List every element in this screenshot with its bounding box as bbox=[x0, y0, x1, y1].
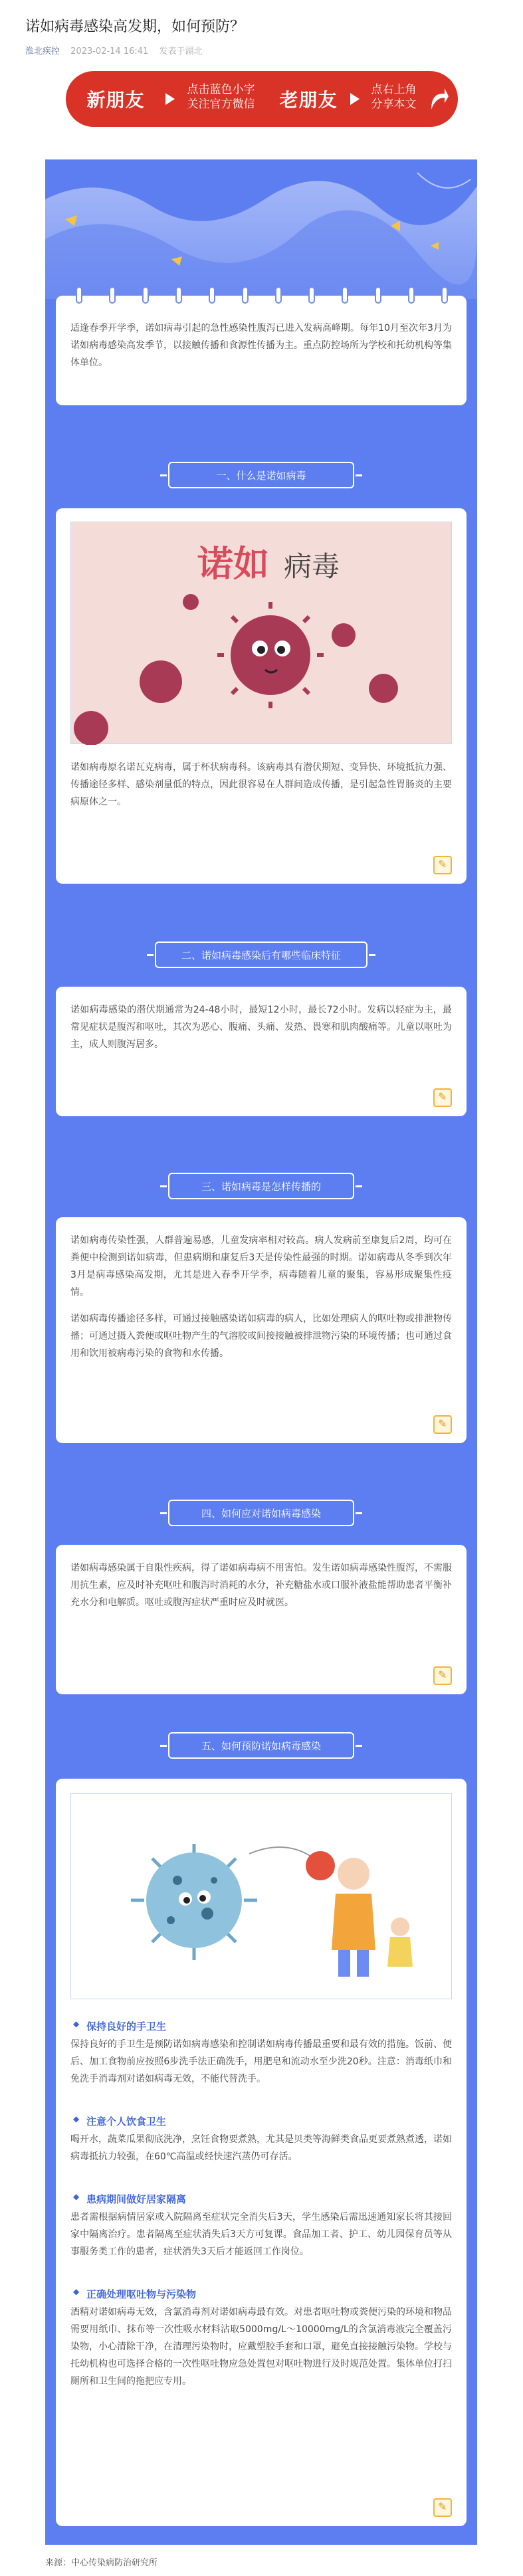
share-hint-line1: 点右上角 bbox=[371, 83, 417, 96]
norovirus-illustration bbox=[70, 522, 452, 744]
follow-hint-line2: 关注官方微信 bbox=[187, 98, 255, 111]
pencil-icon bbox=[433, 2498, 452, 2517]
image-title-sub: 病毒 bbox=[284, 550, 340, 583]
binder-ring bbox=[441, 286, 448, 304]
binder-ring bbox=[408, 286, 415, 304]
section-3-text-1: 诺如病毒传染性强，人群普遍易感，儿童发病率相对较高。病人发病前至康复后2周，均可在粪便中检测到诺如病毒，但患病期和康复后3天是传染性最强的时期。诺如病毒从冬季到次年3月是病毒感染高发期，尤其是进入春季开学季，病毒随着儿童的聚集，容易形成聚集性疫情。 bbox=[70, 1235, 452, 1298]
section-1-text: 诺如病毒原名诺瓦克病毒，属于杯状病毒科。该病毒具有潜伏期短、变异快、环境抵抗力强、传播途径多样、感染剂量低的特点，因此很容易在人群间造成传播，是引起急性胃肠炎的主要病原体之一。 bbox=[70, 762, 452, 807]
pencil-icon bbox=[433, 1666, 452, 1685]
source-link[interactable]: 淮北疾控 bbox=[25, 47, 60, 56]
tip-heading-1: ◆ 保持良好的手卫生 bbox=[70, 2019, 452, 2033]
tip-heading-3: ◆ 患病期间做好居家隔离 bbox=[70, 2192, 452, 2206]
binder-ring bbox=[375, 286, 381, 304]
section-2-text: 诺如病毒感染的潜伏期通常为24-48小时，最短12小时，最长72小时。发病以轻症为主，最常见症状是腹泻和呕吐，其次为恶心、腹痛、头痛、发热、畏寒和肌肉酸痛等。儿童以呕吐为主，成人则腹泻居多。 bbox=[70, 1005, 452, 1050]
section-card-5 bbox=[56, 1779, 467, 2526]
follow-hint bbox=[187, 82, 255, 112]
publish-location: 发表于湖北 bbox=[159, 47, 203, 56]
section-3-text-2: 诺如病毒传播途径多样，可通过接触感染诺如病毒的病人，比如处理病人的呕吐物或排泄物传播；可通过摄入粪便或呕吐物产生的气溶胶或间接接触被排泄物污染的环境传播；也可通过食用和饮用被病毒污染的食物和水传播。 bbox=[70, 1314, 452, 1359]
binder-ring bbox=[308, 286, 315, 304]
binder-ring bbox=[342, 286, 348, 304]
arrow-icon bbox=[165, 93, 175, 105]
section-heading-5: 五、如何预防诺如病毒感染 bbox=[168, 1732, 354, 1759]
section-card-4 bbox=[56, 1545, 467, 1694]
follow-hint-line1: 点击蓝色小字 bbox=[187, 83, 255, 96]
share-hint bbox=[371, 82, 417, 112]
follow-share-banner[interactable] bbox=[66, 71, 458, 127]
binder-ring bbox=[275, 286, 282, 304]
article-header bbox=[0, 0, 523, 146]
pencil-icon bbox=[433, 1088, 452, 1107]
virus-icon bbox=[71, 522, 451, 745]
section-card-3 bbox=[56, 1217, 467, 1443]
tip-text-4: 酒精对诺如病毒无效，含氯消毒剂对诺如病毒最有效。对患者呕吐物或粪便污染的环境和物品需要用纸巾、抹布等一次性吸水材料沾取5000mg/L～10000mg/L的含氯消毒液完全覆盖污染物，小心清除干净，在清理污染物时，应戴塑胶手套和口罩，避免直接接触污染物。学校与托幼机构也可选择合格的一次性呕吐物应急处置包对呕吐物进行及时规范处置。集体单位打扫厕所和卫生间的拖把应专用。 bbox=[70, 2307, 452, 2387]
prevention-illustration bbox=[70, 1793, 452, 1999]
tip-heading-2: ◆ 注意个人饮食卫生 bbox=[70, 2114, 452, 2128]
pencil-icon bbox=[433, 1415, 452, 1434]
section-heading-2: 二、诺如病毒感染后有哪些临床特征 bbox=[155, 941, 367, 968]
tips-list bbox=[56, 1999, 467, 2390]
section-heading-3: 三、诺如病毒是怎样传播的 bbox=[168, 1173, 354, 1199]
tip-heading-4: ◆ 正确处理呕吐物与污染物 bbox=[70, 2287, 452, 2301]
arrow-icon bbox=[350, 93, 360, 105]
binder-ring bbox=[242, 286, 249, 304]
binder-ring bbox=[109, 286, 116, 304]
tip-text-1: 保持良好的手卫生是预防诺如病毒感染和控制诺如病毒传播最重要和最有效的措施。饭前、便后、加工食物前应按照6步洗手法正确洗手，用肥皂和流动水至少洗20秒。注意：消毒纸巾和免洗手消毒剂对诺如病毒无效，不能代替洗手。 bbox=[70, 2039, 452, 2084]
section-heading-1: 一、什么是诺如病毒 bbox=[168, 462, 354, 488]
binder-ring bbox=[209, 286, 215, 304]
binder-ring bbox=[142, 286, 149, 304]
section-card-2 bbox=[56, 987, 467, 1116]
publish-date: 2023-02-14 16:41 bbox=[70, 47, 149, 56]
tip-text-3: 患者需根据病情居家或入院隔离至症状完全消失后3天，学生感染后需迅速通知家长将其接回家中隔离治疗。患者隔离至症状消失后3天方可复课。食品加工者、护工、幼儿园保育员等从事服务类工作的患者，症状消失3天后才能返回工作岗位。 bbox=[70, 2212, 452, 2257]
binder-ring bbox=[175, 286, 182, 304]
intro-card bbox=[56, 296, 467, 405]
share-hint-line2: 分享本文 bbox=[371, 98, 417, 111]
boxing-virus-icon bbox=[71, 1794, 451, 2000]
section-heading-4: 四、如何应对诺如病毒感染 bbox=[168, 1500, 354, 1526]
article-source-footer: 来源：中心传染病防治研究所 bbox=[45, 2558, 158, 2568]
intro-text: 适逢春季开学季，诺如病毒引起的急性感染性腹泻已进入发病高峰期。每年10月至次年3月为诺如病毒感染高发季节，以接触传播和食源性传播为主。重点防控场所为学校和托幼机构等集体单位。 bbox=[70, 323, 452, 368]
new-friend-label: 新朋友 bbox=[86, 89, 145, 111]
pencil-icon bbox=[433, 856, 452, 874]
section-4-text: 诺如病毒感染属于自限性疾病，得了诺如病毒病不用害怕。发生诺如病毒感染性腹泻，不需服用抗生素，应及时补充呕吐和腹泻时消耗的水分，补充糖盐水或口服补液盐能帮助患者平衡补充水分和电解质。呕吐或腹泻症状严重时应及时就医。 bbox=[70, 1563, 452, 1608]
article-title: 诺如病毒感染高发期，如何预防？ bbox=[25, 19, 245, 35]
section-card-1 bbox=[56, 508, 467, 884]
article-body bbox=[45, 159, 477, 2545]
binder-ring bbox=[76, 286, 82, 304]
tip-text-2: 喝开水，蔬菜瓜果彻底洗净，烹饪食物要煮熟，尤其是贝类等海鲜类食品更要煮熟煮透，诺如病毒抵抗力较强，在60℃高温或经快速汽蒸仍可存活。 bbox=[70, 2134, 452, 2162]
share-arrow-icon bbox=[427, 86, 450, 112]
image-title-main: 诺如 bbox=[197, 543, 269, 585]
wave-decoration-icon bbox=[45, 159, 477, 299]
decorative-header-art bbox=[45, 159, 477, 299]
article-meta bbox=[25, 44, 498, 56]
old-friend-label: 老朋友 bbox=[279, 89, 338, 111]
